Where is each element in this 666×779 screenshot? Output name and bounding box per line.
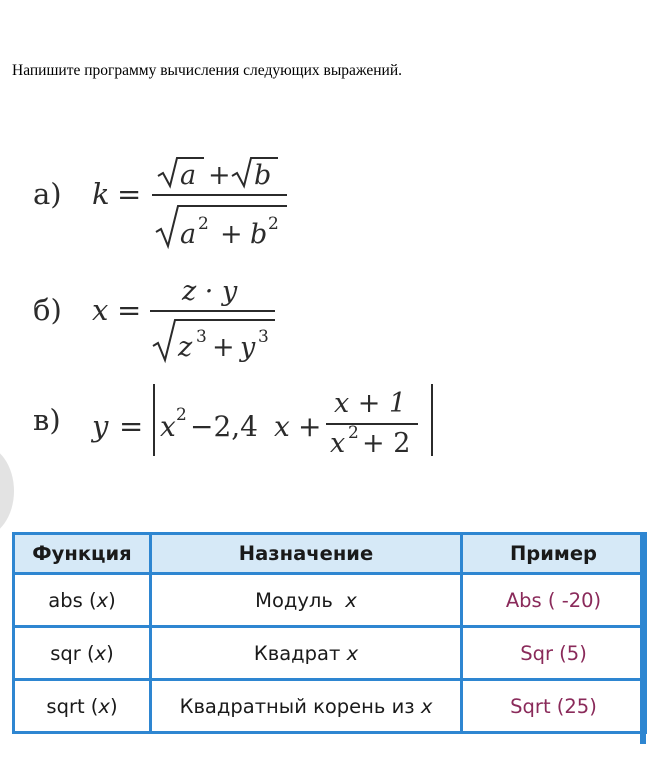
purpose-text: Квадратный корень из [179, 694, 415, 718]
formula-b-den-exp2: 3 [258, 327, 269, 347]
formula-a-den-exp1: 2 [198, 214, 209, 234]
formula-b-den-exp1: 3 [196, 327, 207, 347]
function-name: sqrt [46, 694, 85, 718]
formula-b-lhs: x [92, 293, 109, 327]
formula-c-eq: = [119, 409, 144, 443]
function-name: abs [48, 588, 83, 612]
purpose-arg: x [345, 588, 357, 612]
formula-a [33, 158, 287, 250]
formula-a-num-b: b [254, 160, 272, 191]
formula-c-frac-num: x + 1 [334, 388, 407, 419]
formula-a-den-b: b [250, 219, 268, 250]
purpose-text: Модуль [255, 588, 333, 612]
cell-purpose [151, 680, 462, 733]
cell-example: Sqrt (25) [462, 680, 646, 733]
formula-c-term1-exp: 2 [176, 405, 187, 425]
function-arg: x [96, 588, 109, 612]
cell-example: Abs ( -20) [462, 574, 646, 627]
formula-a-num-plus: + [208, 160, 231, 191]
purpose-arg: x [346, 641, 359, 665]
formula-b-den-plus: + [212, 332, 235, 363]
function-arg: x [94, 641, 107, 665]
cell-function: sqr (x) [14, 627, 151, 680]
task-instruction: Напишите программу вычисления следующих выражений. [12, 62, 403, 79]
purpose-text: Квадрат [253, 641, 341, 665]
cell-purpose [151, 627, 462, 680]
formula-c-plus: + [298, 410, 322, 443]
cell-example: Sqr (5) [462, 627, 646, 680]
function-arg: x [98, 694, 110, 718]
functions-table [12, 532, 647, 734]
formula-c-term1: x [160, 410, 176, 443]
table-header-row [14, 534, 646, 574]
cell-function: abs (x) [14, 574, 151, 627]
formula-c-frac-den-rest: + 2 [362, 428, 411, 459]
formula-a-den-exp2: 2 [268, 214, 279, 234]
purpose-arg: x [420, 694, 433, 718]
formula-a-den-plus: + [220, 219, 243, 250]
table-row [14, 627, 646, 680]
formula-c-frac-den-exp: 2 [348, 423, 359, 443]
formula-c [33, 384, 432, 459]
formula-b-num: z · y [182, 276, 238, 307]
header-example: Пример [462, 534, 646, 574]
formula-b-label: б) [33, 293, 62, 327]
function-name: sqr [50, 641, 81, 665]
formula-c-term2-var: x [274, 410, 290, 443]
formula-c-lhs: y [92, 409, 109, 443]
formula-b-den-y: y [240, 332, 256, 363]
formula-b-eq: = [117, 293, 142, 327]
cell-purpose [151, 574, 462, 627]
formula-b [33, 276, 275, 363]
header-purpose: Назначение [151, 534, 462, 574]
cell-function: sqrt (x) [14, 680, 151, 733]
table-row [14, 574, 646, 627]
formula-a-lhs: k [92, 177, 110, 211]
table-row [14, 680, 646, 733]
formula-a-eq: = [117, 177, 142, 211]
functions-table-wrapper [12, 532, 652, 744]
formula-a-num-a: a [180, 160, 197, 191]
formula-c-label: в) [33, 403, 61, 437]
table-right-edge [640, 532, 646, 744]
formula-c-frac-den-var: x [330, 428, 346, 459]
formula-a-den-a: a [180, 219, 197, 250]
header-function: Функция [14, 534, 151, 574]
formula-b-den-z: z [178, 332, 193, 363]
formula-c-term2: −2,4 [190, 410, 258, 443]
formula-a-label: а) [33, 177, 62, 211]
